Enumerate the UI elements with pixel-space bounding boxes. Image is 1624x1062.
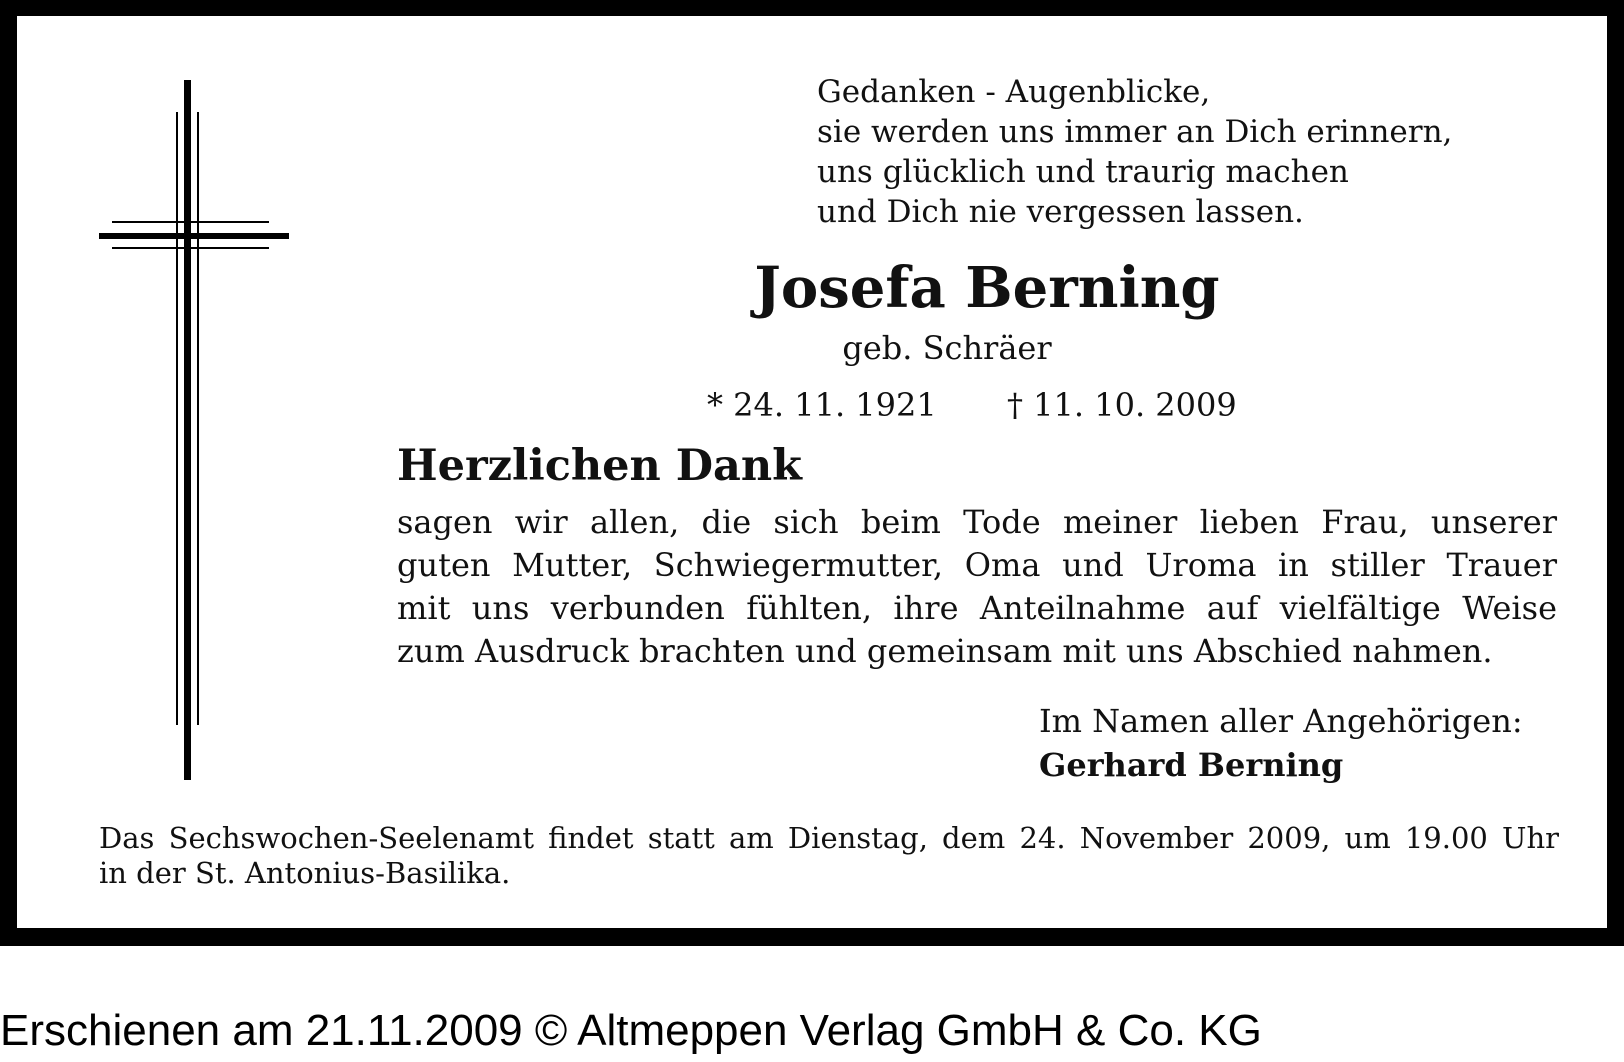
cross-icon [99, 80, 289, 780]
life-dates [707, 385, 1267, 425]
deceased-name: Josefa Berning [754, 255, 1220, 321]
thanks-heading: Herzlichen Dank [397, 441, 802, 491]
death-date: † 11. 10. 2009 [1007, 386, 1237, 424]
poem-line: sie werden uns immer an Dich erinnern, [817, 114, 1453, 150]
poem-line: Gedanken - Augenblicke, [817, 74, 1211, 110]
service-announcement-line: in der St. Antonius-Basilika. [99, 856, 511, 890]
poem-line: und Dich nie vergessen lassen. [817, 194, 1304, 230]
poem-line: uns glücklich und traurig machen [817, 154, 1349, 190]
thanks-message-line: guten Mutter, Schwiegermutter, Oma und Uroma in stiller Trauer [397, 546, 1557, 584]
thanks-message-line: zum Ausdruck brachten und gemeinsam mit uns Abschied nahmen. [397, 632, 1493, 670]
thanks-message-line: mit uns verbunden fühlten, ihre Anteilnahme auf vielfältige Weise [397, 589, 1557, 627]
service-announcement-line: Das Sechswochen-Seelenamt findet statt am Dienstag, dem 24. November 2009, um 19.00 Uhr [99, 821, 1559, 855]
birth-date: * 24. 11. 1921 [707, 386, 937, 424]
closing-line: Im Namen aller Angehörigen: [1039, 702, 1523, 740]
memorial-poem [817, 72, 1517, 232]
thanks-message [397, 501, 1557, 673]
service-announcement [99, 821, 1559, 891]
publication-line: Erschienen am 21.11.2009 © Altmeppen Verlag GmbH & Co. KG [0, 1006, 1262, 1055]
thanks-message-line: sagen wir allen, die sich beim Tode meiner lieben Frau, unserer [397, 503, 1557, 541]
signer-name: Gerhard Berning [1039, 746, 1344, 784]
birth-name: geb. Schräer [842, 329, 1052, 367]
